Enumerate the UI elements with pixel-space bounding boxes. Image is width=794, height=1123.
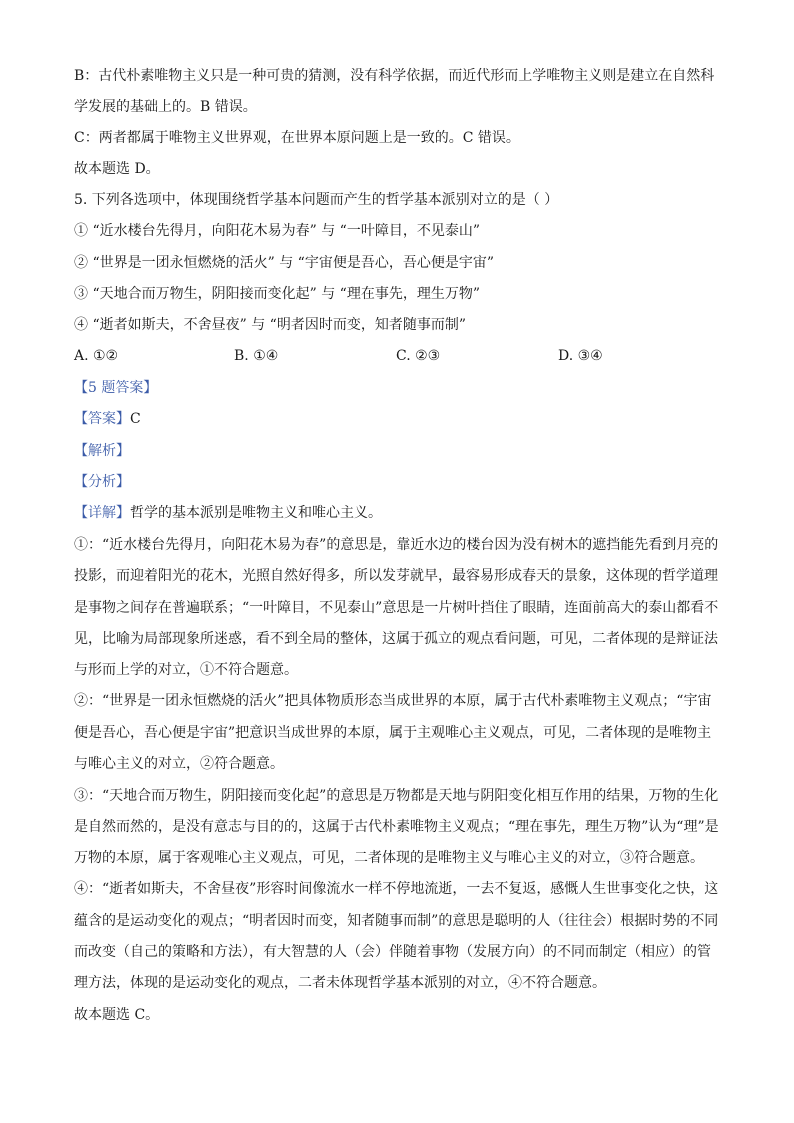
para4-line: 理方法，体现的是运动变化的观点，二者未体现哲学基本派别的对立，④不符合题意。 [74, 975, 606, 991]
answer-tag: 【答案】 [74, 411, 130, 427]
conclusion-line: 故本题选 C。 [74, 1007, 160, 1023]
statement-3: ③ “天地合而万物生，阴阳接而变化起” 与 “理在事先，理生万物” [74, 286, 480, 302]
statement-2: ② “世界是一团永恒燃烧的活火” 与 “宇宙便是吾心，吾心便是宇宙” [74, 255, 494, 271]
para1-line: 是事物之间存在普遍联系；“一叶障目，不见泰山”意思是一片树叶挡住了眼睛，连面前高大的泰山都看不 [74, 600, 719, 616]
statement-1: ① “近水楼台先得月，向阳花木易为春” 与 “一叶障目，不见泰山” [74, 223, 480, 239]
option-c: C. ②③ [396, 348, 441, 364]
text-line: B：古代朴素唯物主义只是一种可贵的猜测，没有科学依据，而近代形而上学唯物主义则是建立在自然科 [74, 68, 715, 84]
para1-line: 与形而上学的对立，①不符合题意。 [74, 662, 298, 678]
detail-line [74, 503, 382, 523]
question-stem: 5. 下列各选项中，体现围绕哲学基本问题而产生的哲学基本派别对立的是（ ） [74, 192, 559, 208]
para4-line: ④：“逝者如斯夫，不舍昼夜”形容时间像流水一样不停地流逝，一去不复返，感慨人生世事变化之快，这 [74, 881, 719, 897]
option-b: B. ①④ [234, 348, 279, 364]
para2-line: 与唯心主义的对立，②符合题意。 [74, 756, 284, 772]
statement-4: ④ “逝者如斯夫，不舍昼夜” 与 “明者因时而变，知者随事而制” [74, 317, 466, 333]
para1-line: 见，比喻为局部现象所迷惑，看不到全局的整体，这属于孤立的观点看问题，可见，二者体现的是辩证法 [74, 631, 718, 647]
text-line: 学发展的基础上的。B 错误。 [74, 99, 257, 115]
option-d: D. ③④ [558, 348, 603, 364]
para3-line: ③：“天地合而万物生，阴阳接而变化起”的意思是万物都是天地与阴阳变化相互作用的结果，万物的生化 [74, 788, 719, 804]
para2-line: ②：“世界是一团永恒燃烧的活火”把具体物质形态当成世界的本原，属于古代朴素唯物主义观点；“宇宙 [74, 693, 712, 709]
detail-text: 哲学的基本派别是唯物主义和唯心主义。 [130, 505, 382, 521]
para1-line: 投影，而迎着阳光的花木，光照自然好得多，所以发芽就早，最容易形成春天的景象，这体现的哲学道理 [74, 568, 718, 584]
answer-section-tag: 【5 题答案】 [74, 380, 158, 396]
text-line: 故本题选 D。 [74, 161, 160, 177]
option-a: A. ①② [74, 348, 119, 364]
para3-line: 万物的本原，属于客观唯心主义观点，可见，二者体现的是唯物主义与唯心主义的对立，③符合题意。 [74, 850, 704, 866]
fenxi-tag: 【分析】 [74, 474, 130, 490]
para4-line: 蕴含的是运动变化的观点；“明者因时而变，知者随事而制”的意思是聪明的人（往往会）根据时势的不同 [74, 913, 719, 929]
answer-value: C [130, 411, 141, 427]
para1-line: ①：“近水楼台先得月，向阳花木易为春”的意思是，靠近水边的楼台因为没有树木的遮挡能先看到月亮的 [74, 537, 719, 553]
analysis-tag: 【解析】 [74, 443, 130, 459]
text-line: C：两者都属于唯物主义世界观，在世界本原问题上是一致的。C 错误。 [74, 130, 520, 146]
para3-line: 是自然而然的，是没有意志与目的的，这属于古代朴素唯物主义观点；“理在事先，理生万物”认为“理”是 [74, 819, 719, 835]
para4-line: 而改变（自己的策略和方法），有大智慧的人（会）伴随着事物（发展方向）的不同而制定（相应）的管 [74, 944, 711, 960]
para2-line: 便是吾心，吾心便是宇宙”把意识当成世界的本原，属于主观唯心主义观点，可见，二者体现的是唯物主 [74, 725, 712, 741]
detail-tag: 【详解】 [74, 505, 130, 521]
answer-line [74, 409, 141, 429]
